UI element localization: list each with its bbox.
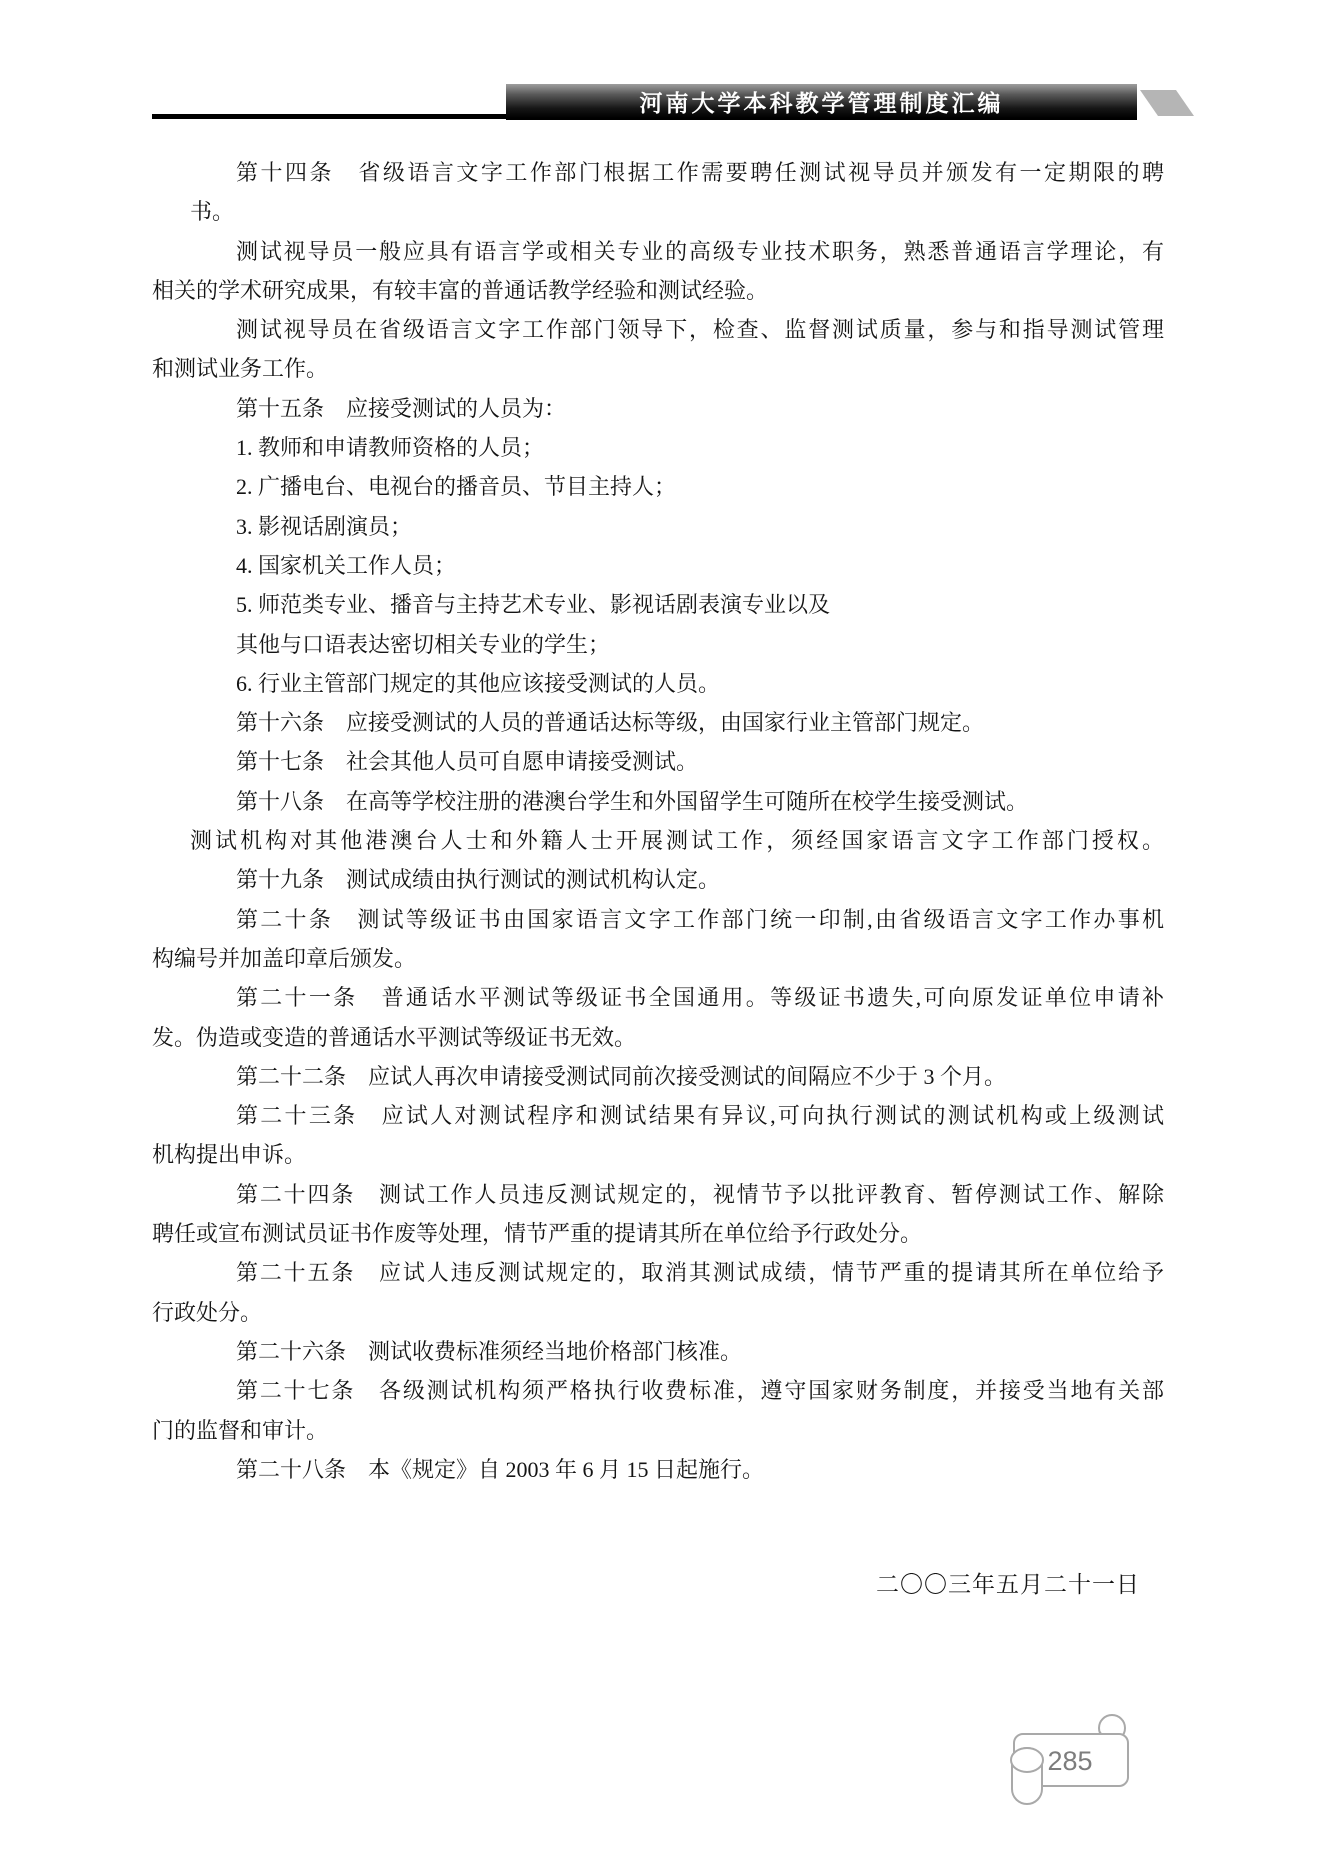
text-line: 构编号并加盖印章后颁发。	[152, 945, 417, 971]
text-line: 第二十三条 应试人对测试程序和测试结果有异议,可向执行测试的测试机构或上级测试	[236, 1103, 1164, 1129]
text-line: 聘任或宣布测试员证书作废等处理，情节严重的提请其所在单位给予行政处分。	[152, 1221, 923, 1247]
text-line: 第二十八条 本《规定》自 2003 年 6 月 15 日起施行。	[236, 1456, 765, 1482]
text-line: 第十九条 测试成绩由执行测试的测试机构认定。	[236, 867, 721, 893]
text-line: 第二十七条 各级测试机构须严格执行收费标准，遵守国家财务制度，并接受当地有关部	[236, 1378, 1164, 1404]
page-number-scroll-icon	[1000, 1706, 1140, 1811]
text-line: 第二十条 测试等级证书由国家语言文字工作部门统一印制,由省级语言文字工作办事机	[236, 906, 1164, 932]
page-number: 285	[1047, 1746, 1093, 1776]
header-banner-title: 河南大学本科教学管理制度汇编	[639, 90, 1004, 116]
header-rule	[152, 114, 506, 119]
text-line: 和测试业务工作。	[152, 356, 329, 382]
text-line: 相关的学术研究成果，有较丰富的普通话教学经验和测试经验。	[152, 277, 769, 303]
text-line: 6. 行业主管部门规定的其他应该接受测试的人员。	[236, 670, 721, 696]
text-line: 4. 国家机关工作人员；	[236, 552, 457, 578]
banner-corner-arrow-icon	[1138, 88, 1196, 120]
text-line: 其他与口语表达密切相关专业的学生；	[236, 631, 611, 657]
text-line: 发。伪造或变造的普通话水平测试等级证书无效。	[152, 1024, 637, 1050]
text-line: 第二十五条 应试人违反测试规定的，取消其测试成绩，情节严重的提请其所在单位给予	[236, 1260, 1164, 1286]
text-line: 第十八条 在高等学校注册的港澳台学生和外国留学生可随所在校学生接受测试。	[236, 788, 1029, 814]
text-line: 3. 影视话剧演员；	[236, 513, 413, 539]
text-line: 门的监督和审计。	[152, 1417, 329, 1443]
text-line: 5. 师范类专业、播音与主持艺术专业、影视话剧表演专业以及	[236, 592, 831, 618]
text-line: 第二十六条 测试收费标准须经当地价格部门核准。	[236, 1338, 743, 1364]
text-line: 测试机构对其他港澳台人士和外籍人士开展测试工作，须经国家语言文字工作部门授权。	[190, 828, 1164, 854]
text-line: 机构提出申诉。	[152, 1142, 307, 1168]
text-line: 行政处分。	[152, 1299, 263, 1325]
text-line: 书。	[190, 199, 235, 225]
body-text	[152, 153, 1164, 1489]
text-line: 测试视导员在省级语言文字工作部门领导下，检查、监督测试质量，参与和指导测试管理	[236, 317, 1164, 343]
header-banner	[506, 84, 1137, 120]
text-line: 1. 教师和申请教师资格的人员；	[236, 435, 545, 461]
text-line: 第二十四条 测试工作人员违反测试规定的，视情节予以批评教育、暂停测试工作、解除	[236, 1181, 1164, 1207]
text-line: 测试视导员一般应具有语言学或相关专业的高级专业技术职务，熟悉普通语言学理论，有	[236, 238, 1164, 264]
text-line: 第二十二条 应试人再次申请接受测试同前次接受测试的间隔应不少于 3 个月。	[236, 1063, 1007, 1089]
text-line: 第十七条 社会其他人员可自愿申请接受测试。	[236, 749, 699, 775]
text-line: 第二十一条 普通话水平测试等级证书全国通用。等级证书遗失,可向原发证单位申请补	[236, 985, 1164, 1011]
text-line: 第十四条 省级语言文字工作部门根据工作需要聘任测试视导员并颁发有一定期限的聘	[236, 160, 1164, 185]
date-line: 二〇〇三年五月二十一日	[876, 1572, 1140, 1597]
text-line: 第十五条 应接受测试的人员为：	[236, 395, 567, 421]
text-line: 第十六条 应接受测试的人员的普通话达标等级，由国家行业主管部门规定。	[236, 710, 985, 736]
text-line: 2. 广播电台、电视台的播音员、节目主持人；	[236, 474, 677, 500]
